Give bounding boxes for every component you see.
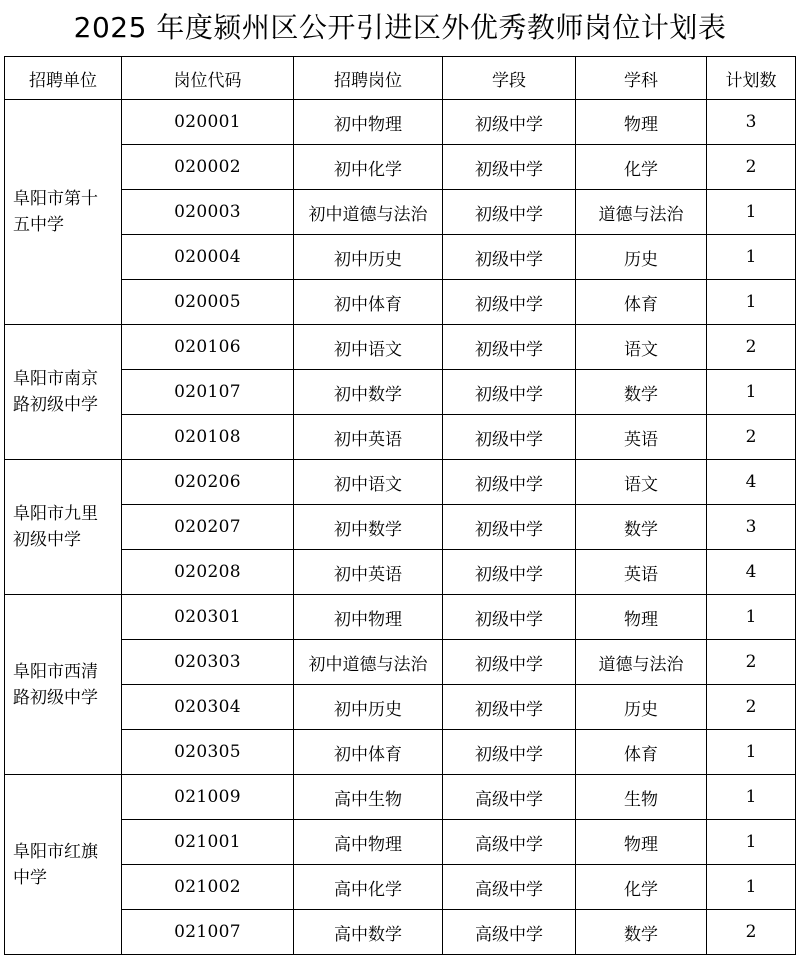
cell-count: 1	[707, 190, 796, 235]
cell-code: 020107	[122, 370, 294, 415]
cell-subject: 生物	[576, 775, 707, 820]
cell-stage: 初级中学	[443, 685, 576, 730]
cell-subject: 数学	[576, 910, 707, 955]
cell-subject: 体育	[576, 730, 707, 775]
position-plan-table	[4, 56, 796, 955]
cell-position: 初中道德与法治	[294, 640, 443, 685]
cell-count: 1	[707, 280, 796, 325]
cell-code: 021001	[122, 820, 294, 865]
cell-stage: 初级中学	[443, 325, 576, 370]
cell-subject: 历史	[576, 235, 707, 280]
table-row	[5, 415, 796, 460]
cell-stage: 初级中学	[443, 370, 576, 415]
cell-position: 初中物理	[294, 100, 443, 145]
cell-subject: 化学	[576, 865, 707, 910]
cell-position: 初中数学	[294, 370, 443, 415]
cell-position: 初中语文	[294, 325, 443, 370]
table-row	[5, 145, 796, 190]
table-header	[5, 57, 796, 100]
header-position: 招聘岗位	[294, 57, 443, 100]
cell-count: 3	[707, 100, 796, 145]
cell-stage: 初级中学	[443, 235, 576, 280]
cell-position: 高中物理	[294, 820, 443, 865]
cell-subject: 道德与法治	[576, 640, 707, 685]
cell-unit	[5, 100, 122, 325]
header-count: 计划数	[707, 57, 796, 100]
table-row	[5, 505, 796, 550]
cell-subject: 化学	[576, 145, 707, 190]
cell-count: 1	[707, 595, 796, 640]
table-row	[5, 370, 796, 415]
cell-code: 020207	[122, 505, 294, 550]
cell-code: 020005	[122, 280, 294, 325]
cell-stage: 初级中学	[443, 415, 576, 460]
cell-unit	[5, 325, 122, 460]
cell-count: 4	[707, 550, 796, 595]
cell-code: 020106	[122, 325, 294, 370]
table-row	[5, 910, 796, 955]
cell-stage: 初级中学	[443, 460, 576, 505]
cell-stage: 高级中学	[443, 865, 576, 910]
cell-code: 020004	[122, 235, 294, 280]
cell-code: 021002	[122, 865, 294, 910]
header-unit: 招聘单位	[5, 57, 122, 100]
table-row	[5, 730, 796, 775]
table-row	[5, 820, 796, 865]
cell-subject: 历史	[576, 685, 707, 730]
table-row	[5, 865, 796, 910]
cell-count: 1	[707, 730, 796, 775]
cell-position: 高中生物	[294, 775, 443, 820]
cell-stage: 初级中学	[443, 280, 576, 325]
table-row	[5, 640, 796, 685]
cell-code: 020108	[122, 415, 294, 460]
cell-subject: 数学	[576, 505, 707, 550]
cell-stage: 初级中学	[443, 145, 576, 190]
cell-subject: 物理	[576, 820, 707, 865]
table-row	[5, 775, 796, 820]
table-row	[5, 190, 796, 235]
table-row	[5, 550, 796, 595]
cell-position: 高中化学	[294, 865, 443, 910]
cell-code: 020305	[122, 730, 294, 775]
cell-position: 初中历史	[294, 235, 443, 280]
cell-code: 020002	[122, 145, 294, 190]
cell-stage: 初级中学	[443, 100, 576, 145]
table-row	[5, 595, 796, 640]
cell-code: 020206	[122, 460, 294, 505]
cell-stage: 高级中学	[443, 910, 576, 955]
cell-position: 初中体育	[294, 280, 443, 325]
cell-count: 2	[707, 145, 796, 190]
page-title: 2025 年度颍州区公开引进区外优秀教师岗位计划表	[73, 11, 727, 44]
table-body	[5, 100, 796, 955]
unit-name: 阜阳市红旗中学	[13, 841, 98, 888]
cell-subject: 数学	[576, 370, 707, 415]
header-stage: 学段	[443, 57, 576, 100]
cell-code: 020001	[122, 100, 294, 145]
cell-stage: 初级中学	[443, 550, 576, 595]
table-row	[5, 685, 796, 730]
cell-position: 初中数学	[294, 505, 443, 550]
cell-subject: 语文	[576, 325, 707, 370]
cell-code: 020304	[122, 685, 294, 730]
cell-stage: 高级中学	[443, 820, 576, 865]
cell-stage: 初级中学	[443, 190, 576, 235]
table-row	[5, 280, 796, 325]
cell-subject: 英语	[576, 415, 707, 460]
cell-position: 高中数学	[294, 910, 443, 955]
cell-position: 初中历史	[294, 685, 443, 730]
cell-stage: 初级中学	[443, 640, 576, 685]
cell-subject: 物理	[576, 100, 707, 145]
cell-count: 2	[707, 415, 796, 460]
cell-position: 初中英语	[294, 415, 443, 460]
unit-name: 阜阳市南京路初级中学	[13, 369, 98, 415]
cell-code: 021009	[122, 775, 294, 820]
cell-position: 初中道德与法治	[294, 190, 443, 235]
cell-subject: 语文	[576, 460, 707, 505]
cell-unit	[5, 595, 122, 775]
unit-name: 阜阳市九里初级中学	[13, 504, 98, 550]
cell-count: 2	[707, 325, 796, 370]
cell-count: 4	[707, 460, 796, 505]
cell-subject: 体育	[576, 280, 707, 325]
cell-position: 初中化学	[294, 145, 443, 190]
cell-count: 1	[707, 820, 796, 865]
cell-code: 020208	[122, 550, 294, 595]
cell-unit	[5, 775, 122, 955]
cell-code: 020003	[122, 190, 294, 235]
cell-position: 初中英语	[294, 550, 443, 595]
cell-count: 1	[707, 775, 796, 820]
cell-stage: 初级中学	[443, 595, 576, 640]
cell-stage: 初级中学	[443, 730, 576, 775]
header-row	[5, 57, 796, 100]
table-row	[5, 100, 796, 145]
cell-count: 3	[707, 505, 796, 550]
header-code: 岗位代码	[122, 57, 294, 100]
cell-code: 021007	[122, 910, 294, 955]
cell-position: 初中语文	[294, 460, 443, 505]
unit-name: 阜阳市西清路初级中学	[13, 661, 98, 708]
cell-stage: 高级中学	[443, 775, 576, 820]
unit-name: 阜阳市第十五中学	[13, 189, 98, 235]
cell-subject: 英语	[576, 550, 707, 595]
cell-position: 初中物理	[294, 595, 443, 640]
cell-count: 2	[707, 640, 796, 685]
cell-position: 初中体育	[294, 730, 443, 775]
cell-code: 020301	[122, 595, 294, 640]
cell-count: 2	[707, 685, 796, 730]
cell-subject: 道德与法治	[576, 190, 707, 235]
cell-count: 1	[707, 865, 796, 910]
cell-stage: 初级中学	[443, 505, 576, 550]
cell-count: 2	[707, 910, 796, 955]
cell-code: 020303	[122, 640, 294, 685]
cell-unit	[5, 460, 122, 595]
cell-subject: 物理	[576, 595, 707, 640]
cell-count: 1	[707, 370, 796, 415]
cell-count: 1	[707, 235, 796, 280]
table-row	[5, 325, 796, 370]
table-row	[5, 235, 796, 280]
table-row	[5, 460, 796, 505]
header-subject: 学科	[576, 57, 707, 100]
